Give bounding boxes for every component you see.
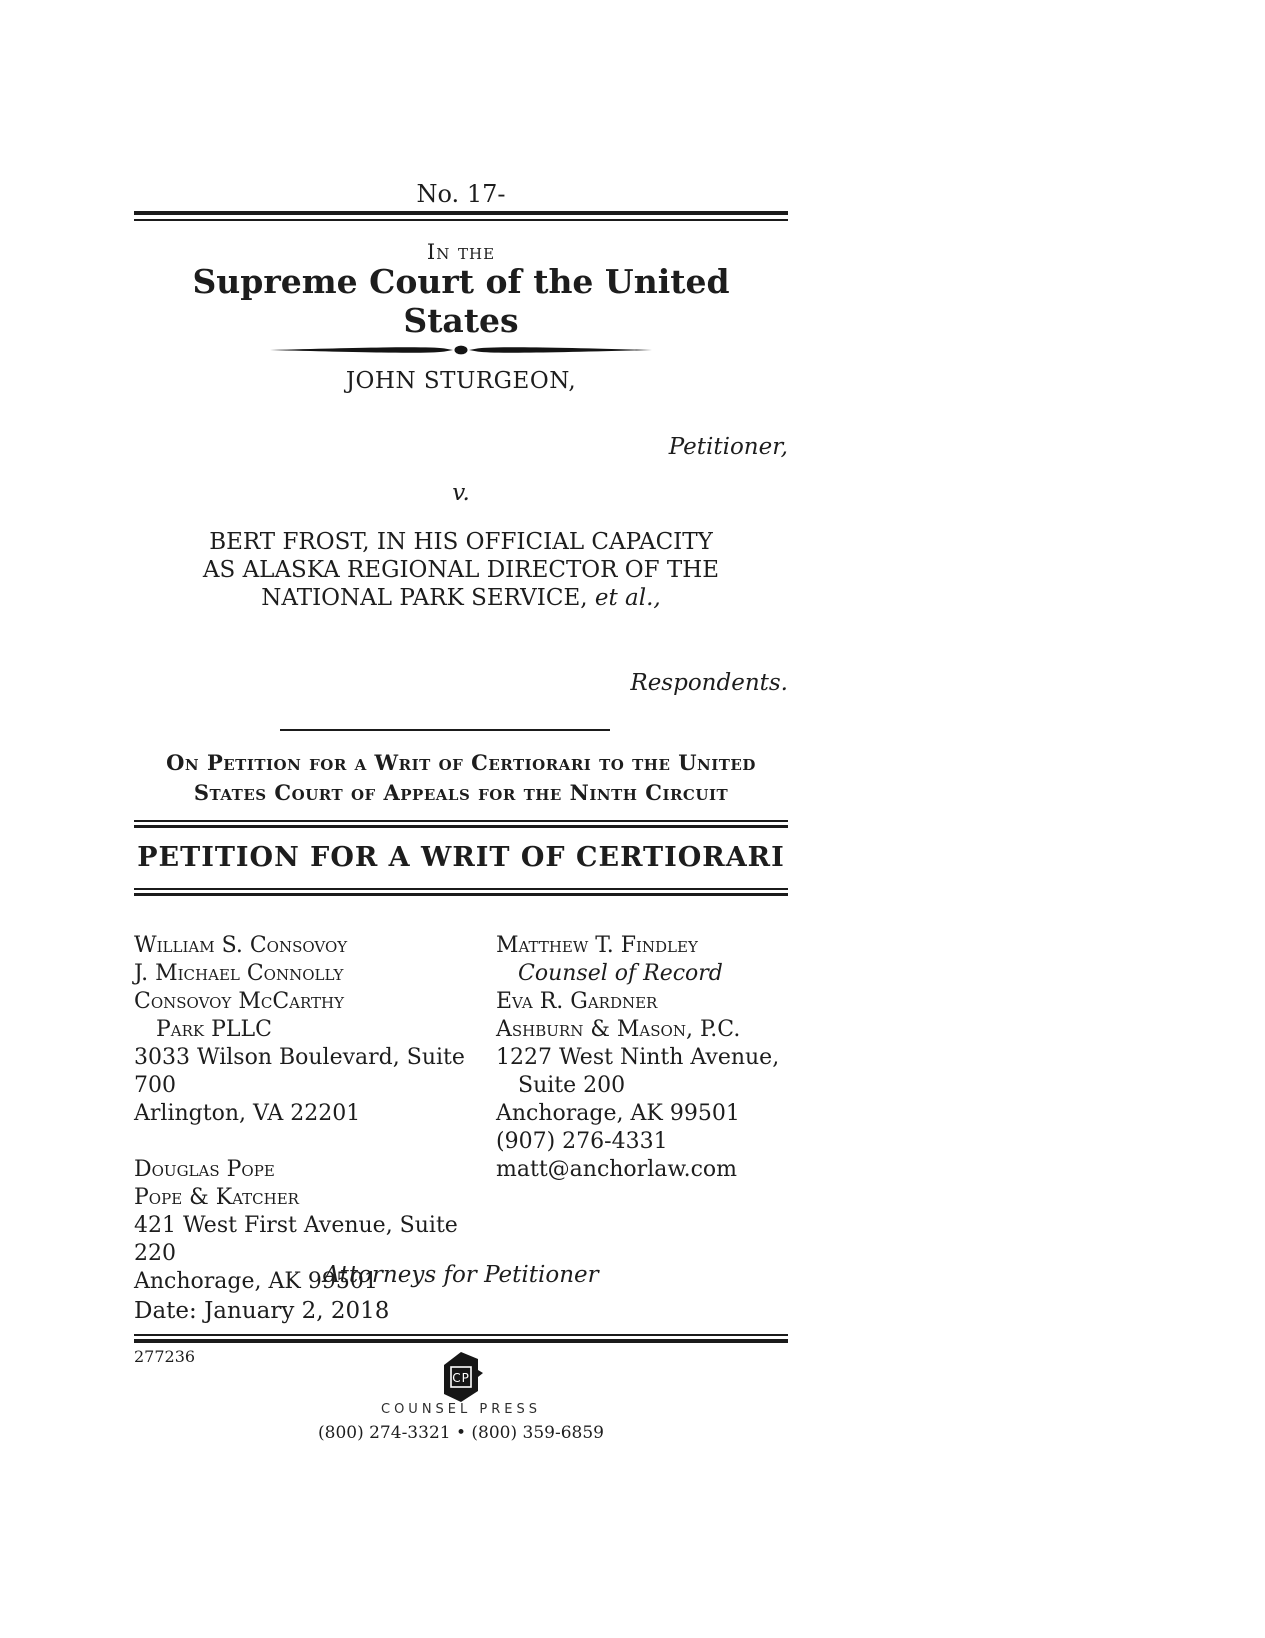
attorney-name: J. Michael Connolly xyxy=(134,961,344,986)
counsel-block xyxy=(134,932,788,1296)
court-name: Supreme Court of the United States xyxy=(192,262,730,340)
email-address: matt@anchorlaw.com xyxy=(496,1157,737,1182)
document-page xyxy=(134,0,788,1638)
procedural-line: States Court of Appeals for the Ninth Circuit xyxy=(193,780,729,805)
attorneys-for-petitioner-tagline: Attorneys for Petitioner xyxy=(323,1262,599,1288)
respondent-line: AS ALASKA REGIONAL DIRECTOR OF THE xyxy=(202,557,720,583)
procedural-line: On Petition for a Writ of Certiorari to the United xyxy=(166,750,756,775)
rule-thick xyxy=(134,211,788,215)
address-line: Anchorage, AK 99501 xyxy=(496,1101,740,1126)
rule-thin xyxy=(134,219,788,221)
document-title: PETITION FOR A WRIT OF CERTIORARI xyxy=(137,842,785,873)
address-line: Suite 200 xyxy=(518,1073,626,1098)
address-line: 3033 Wilson Boulevard, Suite 700 xyxy=(134,1045,465,1098)
ornamental-divider xyxy=(134,344,788,356)
respondent-role: Respondents. xyxy=(630,670,788,696)
firm-name: Ashburn & Mason, P.C. xyxy=(496,1017,741,1042)
petitioner-role: Petitioner, xyxy=(668,434,788,460)
title-top-rule xyxy=(134,820,788,828)
et-al-label: et al., xyxy=(594,585,661,611)
firm-name-continued: Park PLLC xyxy=(156,1017,272,1042)
address-line: Anchorage, AK 99501 xyxy=(134,1269,378,1294)
footer-double-rule xyxy=(134,1334,788,1343)
versus-label: v. xyxy=(452,480,470,506)
counsel-of-record-label: Counsel of Record xyxy=(518,961,723,986)
counsel-press-logo xyxy=(134,1352,788,1402)
procedural-history xyxy=(134,748,788,808)
printer-phone-numbers: (800) 274-3321 • (800) 359-6859 xyxy=(318,1423,604,1443)
address-line: 421 West First Avenue, Suite 220 xyxy=(134,1213,458,1266)
printer-name: COUNSEL PRESS xyxy=(381,1402,541,1417)
address-line: 1227 West Ninth Avenue, xyxy=(496,1045,780,1070)
title-bottom-rule xyxy=(134,888,788,896)
filing-date: Date: January 2, 2018 xyxy=(134,1298,390,1324)
attorney-name: Eva R. Gardner xyxy=(496,989,658,1014)
attorney-name: William S. Consovoy xyxy=(134,933,348,958)
petitioner-name: JOHN STURGEON, xyxy=(345,368,577,394)
respondent-line: NATIONAL PARK SERVICE, et al., xyxy=(261,585,661,611)
attorney-name: Matthew T. Findley xyxy=(496,933,698,958)
respondent-name-block xyxy=(134,528,788,612)
address-line: Arlington, VA 22201 xyxy=(134,1101,361,1126)
in-the-label: In the xyxy=(426,240,496,264)
docket-number: No. 17- xyxy=(416,180,506,208)
section-separator-line xyxy=(134,729,788,731)
print-job-number: 277236 xyxy=(134,1347,196,1366)
cp-logo-icon xyxy=(437,1352,485,1402)
respondent-line: BERT FROST, IN HIS OFFICIAL CAPACITY xyxy=(209,529,713,555)
counsel-column-left xyxy=(134,932,496,1296)
top-double-rule xyxy=(134,211,788,221)
counsel-column-right xyxy=(496,932,788,1296)
spindle-divider-icon xyxy=(268,344,654,356)
attorney-name: Douglas Pope xyxy=(134,1157,275,1182)
firm-name: Pope & Katcher xyxy=(134,1185,299,1210)
svg-text:CP: CP xyxy=(452,1371,470,1385)
phone-number: (907) 276-4331 xyxy=(496,1129,668,1154)
firm-name: Consovoy McCarthy xyxy=(134,989,345,1014)
